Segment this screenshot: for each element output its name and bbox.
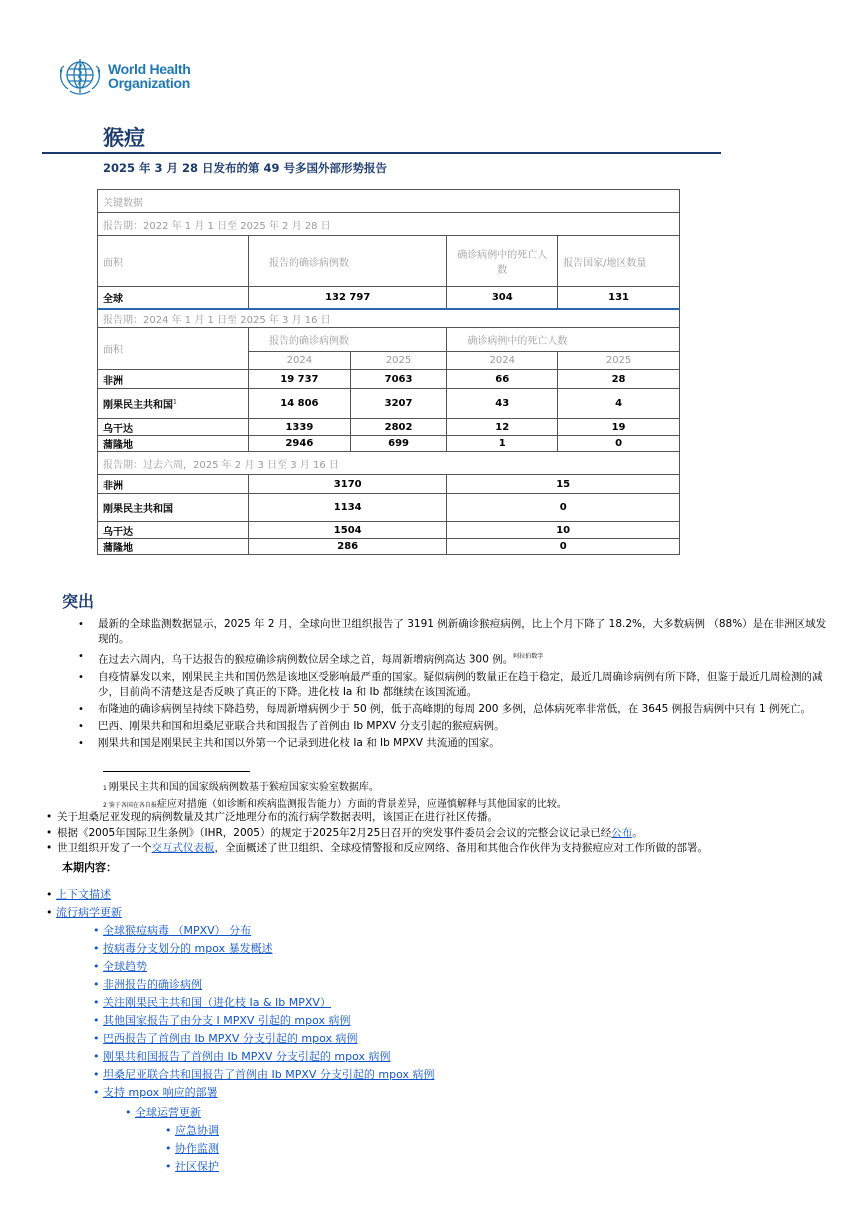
p3-deaths: 0 [447,494,680,522]
list-item [46,841,846,857]
toc-link-context[interactable]: 上下文描述 [56,888,111,901]
p2-header-deaths: 确诊病例中的死亡人数 [447,328,680,352]
toc-link[interactable]: 刚果共和国报告了首例由 Ib MPXV 分支引起的 mpox 病例 [103,1050,391,1063]
p1-header-area: 面积 [98,236,249,287]
table-row [98,287,680,309]
table-row [98,436,680,452]
p3-cases: 286 [249,539,447,555]
toc-link[interactable]: 坦桑尼亚联合共和国报告了首例由 Ib MPXV 分支引起的 mpox 病例 [103,1068,435,1081]
p3-area: 乌干达 [98,522,249,539]
table-row [98,522,680,539]
period-1-label: 报告期：2022 年 1 月 1 日至 2025 年 2 月 28 日 [98,213,680,236]
toc-link[interactable]: 社区保护 [175,1160,219,1173]
toc-level-0 [46,886,122,922]
period-2-label: 报告期：2024 年 1 月 1 日至 2025 年 3 月 16 日 [98,309,680,328]
key-data-caption: 关键数据 [98,190,680,213]
p3-deaths: 15 [447,475,680,494]
p2-cases-2024: 2946 [249,436,351,452]
p1-header-cases: 报告的确诊病例数 [249,236,447,287]
p2-deaths-2025: 4 [558,389,680,419]
p3-area: 非洲 [98,475,249,494]
table-row [98,494,680,522]
p2-header-area: 面积 [98,328,249,370]
toc-link[interactable]: 其他国家报告了由分支 I MPXV 引起的 mpox 病例 [103,1014,351,1027]
p2-year-deaths-2025: 2025 [558,352,680,370]
p3-area: 刚果民主共和国 [98,494,249,522]
toc-item [93,1084,435,1102]
who-logo [56,56,190,96]
toc-item [93,922,435,940]
toc-link[interactable]: 协作监测 [175,1142,219,1155]
list-item-text: ，全面概述了世卫组织、全球疫情警报和反应网络、备用和其他合作伙伴为支持猴痘应对工作所做的部署。 [214,842,708,854]
toc-item [165,1140,219,1158]
key-data-table [97,189,680,555]
footnote-text: 刚果民主共和国的国家级病例数基于猴痘国家实验室数据库。 [108,782,379,793]
toc-link-epi-update[interactable]: 流行病学更新 [56,906,122,919]
p1-cases: 132 797 [249,287,447,309]
p1-deaths: 304 [447,287,558,309]
page-title: 猴痘 [103,126,145,150]
toc-item [93,940,435,958]
toc-link[interactable]: 全球趋势 [103,960,147,973]
list-item-text: 世卫组织开发了一个 [57,842,152,854]
p2-cases-2024: 1339 [249,419,351,436]
who-emblem-icon [56,56,104,96]
footnote-ref: 1 [173,398,177,406]
p2-cases-2025: 7063 [350,370,447,389]
p2-cases-2024: 19 737 [249,370,351,389]
p1-header-deaths: 确诊病例中的死亡人数 [447,236,558,287]
p3-cases: 1134 [249,494,447,522]
p1-countries: 131 [558,287,680,309]
table-row [98,370,680,389]
list-item: • 刚果共和国是刚果民主共和国以外第一个记录到进化枝 Ia 和 Ib MPXV 共流通的国家。 [78,736,830,751]
toc-item [165,1158,219,1176]
table-row [98,539,680,555]
contents-heading: 本期内容： [62,861,117,874]
toc-item [93,1048,435,1066]
toc-link[interactable]: 按病毒分支划分的 mpox 暴发概述 [103,942,273,955]
list-item [78,649,830,668]
toc-level-1 [93,922,435,1102]
p3-deaths: 10 [447,522,680,539]
p2-year-cases-2024: 2024 [249,352,351,370]
toc-link[interactable]: 非洲报告的确诊病例 [103,978,202,991]
toc-item [46,886,122,904]
p2-cases-2025: 2802 [350,419,447,436]
org-name-line2: Organization [108,75,190,91]
p3-cases: 3170 [249,475,447,494]
footnote-2 [103,795,567,810]
toc-item [125,1104,201,1122]
p3-deaths: 0 [447,539,680,555]
p2-cases-2024: 14 806 [249,389,351,419]
highlights-list [78,617,830,753]
highlights-heading: 突出 [62,592,95,611]
toc-link[interactable]: 全球猴痘病毒 （MPXV） 分布 [103,924,252,937]
page-subtitle: 2025 年 3 月 28 日发布的第 49 号多国外部形势报告 [103,161,388,175]
p3-cases: 1504 [249,522,447,539]
toc-item [93,1030,435,1048]
list-item-text: 在过去六周内，乌干达报告的猴痘确诊病例数位居全球之首，每周新增病例高达 300 例。 [98,653,514,666]
p2-deaths-2024: 66 [447,370,558,389]
p2-deaths-2024: 43 [447,389,558,419]
highlights-list-continued [46,810,846,857]
period-3-label: 报告期：过去六周，2025 年 2 月 3 日至 3 月 16 日 [98,452,680,475]
list-item-text: 根据《2005年国际卫生条例》（IHR，2005）的规定于2025年2月25日召开的突发事件委员会会议的完整会议记录已经 [57,826,612,839]
p2-cases-2025: 3207 [350,389,447,419]
footnote-1 [103,778,379,793]
list-item: • 关于坦桑尼亚发现的病例数量及其广泛地理分布的流行病学数据表明，该国正在进行社区传播。 [46,810,846,826]
p2-year-cases-2025: 2025 [350,352,447,370]
toc-level-2 [125,1104,201,1122]
toc-link[interactable]: 关注刚果民主共和国（进化枝 Ia & Ib MPXV） [103,996,331,1009]
toc-item [93,1012,435,1030]
published-link[interactable]: 公布 [611,826,633,839]
p2-area-label: 刚果民主共和国 [103,400,173,411]
p2-area [98,389,249,419]
p1-area: 全球 [98,287,249,309]
p2-cases-2025: 699 [350,436,447,452]
p2-deaths-2025: 19 [558,419,680,436]
toc-level-3 [165,1122,219,1176]
list-item: • 自疫情暴发以来，刚果民主共和国仍然是该地区受影响最严重的国家。疑似病例的数量正在趋于稳定，最近几周确诊病例有所下降，但鉴于最近几周检测的减少，目前尚不清楚这是否反映了真正的下降。进化枝 Ia 和 Ib 都继续在该国流通。 [78,670,830,700]
toc-item [93,1066,435,1084]
toc-link[interactable]: 全球运营更新 [135,1106,201,1119]
toc-link[interactable]: 巴西报告了首例由 Ib MPXV 分支引起的 mpox 病例 [103,1032,358,1045]
footnote-divider [103,771,250,772]
p2-year-deaths-2024: 2024 [447,352,558,370]
list-item: • 布隆迪的确诊病例呈持续下降趋势，每周新增病例少于 50 例，低于高峰期的每周 200 多例，总体病死率非常低，在 3645 例报告病例中只有 1 例死亡。 [78,702,830,717]
footnote-number: 2 [103,802,107,809]
p2-area: 乌干达 [98,419,249,436]
title-divider [42,152,721,154]
table-row [98,389,680,419]
footnote-small-text: 鉴于各国在各自报 [108,802,157,809]
p2-deaths-2024: 12 [447,419,558,436]
p2-deaths-2025: 0 [558,436,680,452]
p2-deaths-2025: 28 [558,370,680,389]
dashboard-link[interactable]: 交互式仪表板 [151,842,215,854]
toc-link[interactable]: 支持 mpox 响应的部署 [103,1086,218,1099]
p2-area: 蒲隆地 [98,436,249,452]
list-item [46,826,846,842]
list-item: • 最新的全球监测数据显示，2025 年 2 月，全球向世卫组织报告了 3191 例新确诊猴痘病例，比上个月下降了 18.2%，大多数病例 （88%）是在非洲区域发现的。 [78,617,830,647]
p3-area: 蒲隆地 [98,539,249,555]
toc-link[interactable]: 应急协调 [175,1124,219,1137]
table-row [98,419,680,436]
toc-item [165,1122,219,1140]
footnote-number: 1 [103,785,107,792]
p2-header-cases: 报告的确诊病例数 [249,328,447,352]
org-name-line1: World Health [108,61,191,77]
toc-item [93,994,435,1012]
toc-item [93,976,435,994]
footnote-text: 症应对措施（如诊断和疾病监测报告能力）方面的背景差异，应谨慎解释与其他国家的比较。 [156,799,567,810]
note-tag: 阿拉伯数字 [513,653,544,660]
p2-area: 非洲 [98,370,249,389]
toc-item [93,958,435,976]
toc-item [46,904,122,922]
table-row [98,475,680,494]
list-item-text: 。 [632,826,643,839]
p2-deaths-2024: 1 [447,436,558,452]
p1-header-countries: 报告国家/地区数量 [558,236,680,287]
list-item: • 巴西、刚果共和国和坦桑尼亚联合共和国报告了首例由 Ib MPXV 分支引起的猴痘病例。 [78,719,830,734]
